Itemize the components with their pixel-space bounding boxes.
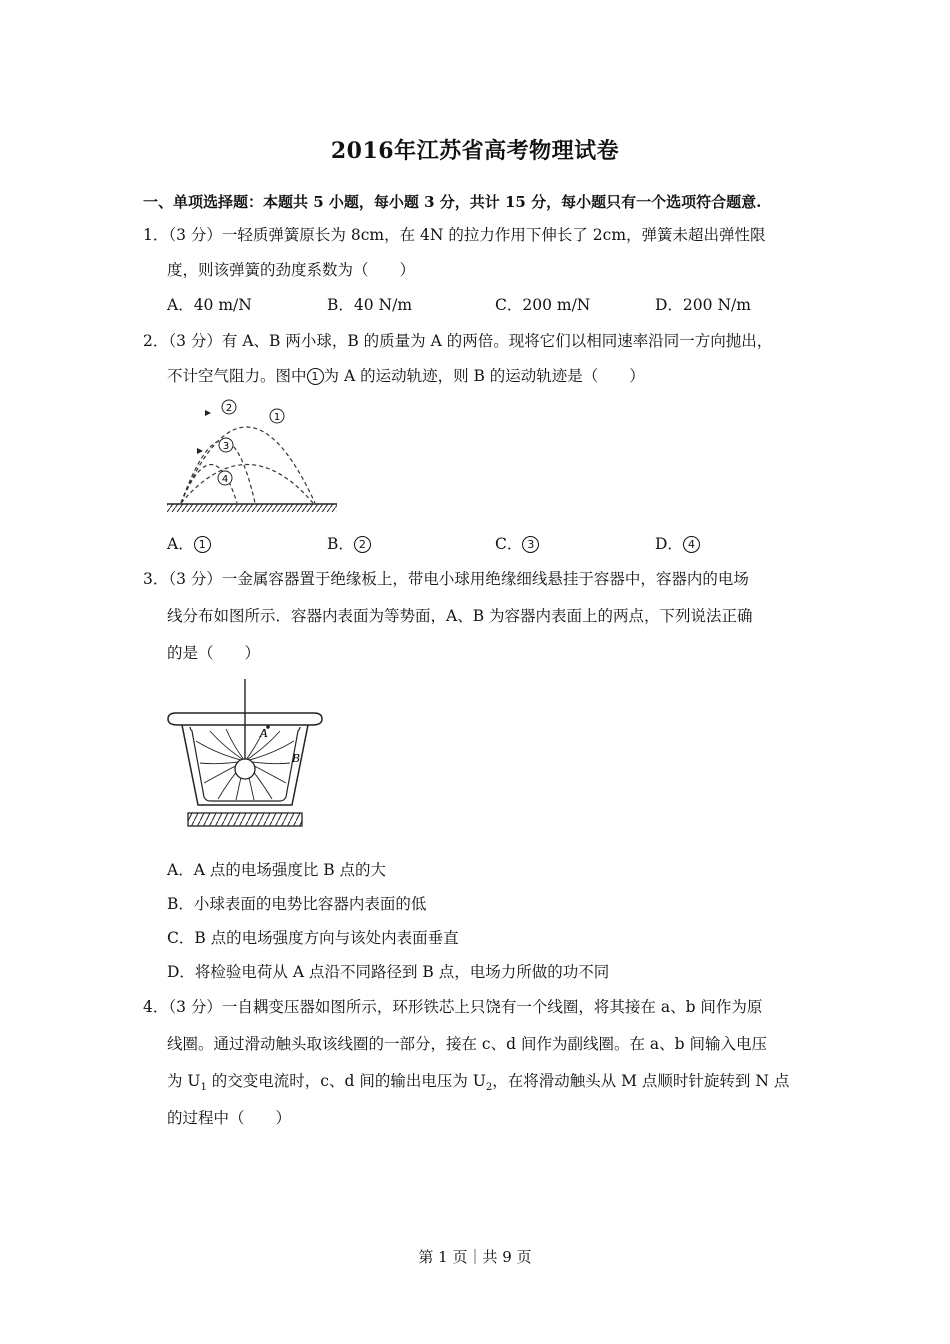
q2-circled-mark: 1 [307, 368, 324, 385]
q2-option-b-mark: 2 [354, 536, 371, 553]
label-1 [270, 409, 284, 423]
q3-option-c: C．B 点的电场强度方向与该处内表面垂直 [167, 929, 459, 947]
section-heading: 一、单项选择题：本题共 5 小题，每小题 3 分，共计 15 分，每小题只有一个选项符合题意. [143, 193, 762, 211]
arrow-2 [205, 410, 211, 416]
q1-option-a: A．40 m/N [167, 296, 252, 314]
q2-line2-pre: 不计空气阻力。图中 [167, 367, 307, 385]
trajectory-2 [181, 441, 255, 504]
q3-option-b: B．小球表面的电势比容器内表面的低 [167, 895, 427, 913]
label-2 [222, 400, 236, 414]
label-2-text: 2 [225, 403, 233, 414]
q4-line3-c: ，在将滑动触头从 M 点顺时针旋转到 N 点 [492, 1072, 790, 1090]
q2-option-c-mark: 3 [522, 536, 539, 553]
ground-hatch [167, 504, 337, 512]
q2-option-d-mark: 4 [683, 536, 700, 553]
q3-line1: 3．（3 分）一金属容器置于绝缘板上，带电小球用绝缘细线悬挂于容器中，容器内的电场 [143, 570, 749, 588]
q2-line1: 2．（3 分）有 A、B 两小球，B 的质量为 A 的两倍。现将它们以相同速率沿同一方向抛出， [143, 332, 773, 350]
q4-line3-a: 为 U [167, 1072, 201, 1090]
q1-line2: 度，则该弹簧的劲度系数为（ ） [167, 261, 416, 279]
trajectory-figure [165, 396, 340, 516]
label-1-text: 1 [273, 412, 281, 423]
q1-option-b: B．40 N/m [327, 296, 413, 314]
q2-option-d-letter: D． [655, 535, 683, 553]
q2-option-a-letter: A． [167, 535, 194, 553]
label-3-text: 3 [222, 441, 230, 452]
q1-option-c: C．200 m/N [495, 296, 591, 314]
q2-option-b-letter: B． [327, 535, 354, 553]
q2-line2 [167, 366, 645, 386]
trajectory-4 [181, 465, 313, 504]
q2-option-b [327, 534, 371, 554]
label-b: B [292, 752, 301, 765]
label-4-text: 4 [221, 474, 229, 485]
q4-line3-b: 的交变电流时，c、d 间的输出电压为 U [206, 1072, 486, 1090]
q4-line4: 的过程中（ ） [167, 1109, 292, 1127]
label-a: A [260, 727, 268, 740]
label-3 [219, 438, 233, 452]
q2-option-d [655, 534, 700, 554]
q2-option-a [167, 534, 211, 554]
q4-line2: 线圈。通过滑动触头取该线圈的一部分，接在 c、d 间作为副线圈。在 a、b 间输入电压 [167, 1035, 767, 1053]
q1-line1: 1．（3 分）一轻质弹簧原长为 8cm，在 4N 的拉力作用下伸长了 2cm，弹簧未超出弹性限 [143, 226, 766, 244]
container-field-figure [164, 677, 326, 832]
q3-option-a: A．A 点的电场强度比 B 点的大 [167, 861, 387, 879]
page-title: 2016年江苏省高考物理试卷 [330, 138, 620, 164]
q2-line2-post: 为 A 的运动轨迹，则 B 的运动轨迹是（ ） [323, 367, 645, 385]
q3-line2: 线分布如图所示．容器内表面为等势面，A、B 为容器内表面上的两点，下列说法正确 [167, 607, 753, 625]
q1-option-d: D．200 N/m [655, 296, 751, 314]
q2-option-c-letter: C． [495, 535, 523, 553]
q2-option-c [495, 534, 539, 554]
charged-ball [235, 759, 255, 779]
q4-line3 [167, 1071, 789, 1098]
label-4 [218, 471, 232, 485]
q2-option-a-mark: 1 [194, 536, 211, 553]
q3-option-d: D．将检验电荷从 A 点沿不同路径到 B 点，电场力所做的功不同 [167, 963, 610, 981]
insulating-board [188, 813, 302, 826]
arrow-3 [197, 448, 203, 454]
q4-u2-subscript: 2 [485, 1082, 493, 1094]
q4-u1-subscript: 1 [200, 1082, 207, 1094]
q3-line3: 的是（ ） [167, 644, 261, 662]
page-footer: 第 1 页｜共 9 页 [418, 1248, 532, 1266]
q4-line1: 4．（3 分）一自耦变压器如图所示，环形铁芯上只饶有一个线圈，将其接在 a、b 间作为原 [143, 998, 763, 1016]
